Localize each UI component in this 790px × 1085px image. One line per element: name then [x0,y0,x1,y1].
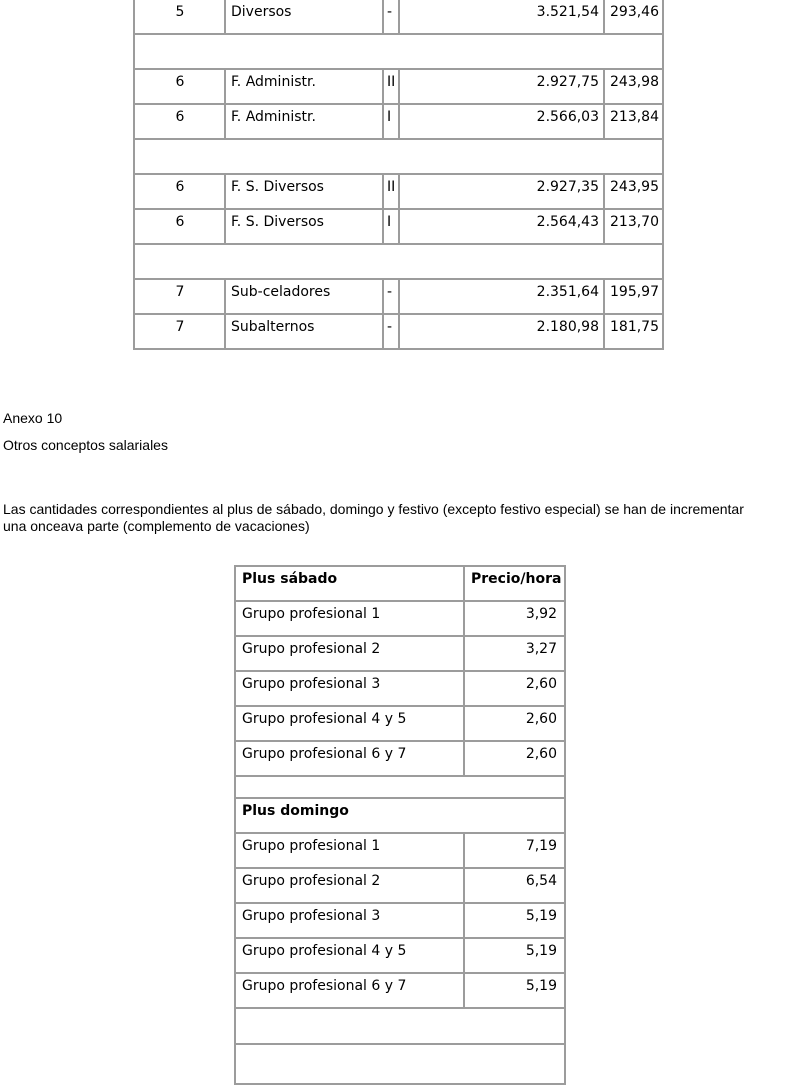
category-label-cell: F. S. Diversos [225,209,383,244]
spacer-cell [134,34,663,69]
price-cell: 5,19 [464,973,565,1008]
daily-amount-cell: 195,97 [604,279,663,314]
category-label-cell: Subalternos [225,314,383,349]
level-cell: II [383,69,399,104]
spacer-cell [235,776,565,798]
price-cell: 5,19 [464,903,565,938]
spacer-cell [134,244,663,279]
price-cell: 6,54 [464,868,565,903]
spacer-row [134,244,663,279]
group-label-cell: Grupo profesional 2 [235,868,464,903]
salary-row [134,0,663,34]
group-label-cell: Grupo profesional 2 [235,636,464,671]
saturday-row [235,706,565,741]
saturday-row [235,636,565,671]
salary-row [134,69,663,104]
salary-row [134,314,663,349]
group-label-cell: Grupo profesional 1 [235,833,464,868]
price-cell: 2,60 [464,706,565,741]
group-label-cell: Grupo profesional 6 y 7 [235,973,464,1008]
monthly-amount-cell: 2.351,64 [399,279,604,314]
salary-row [134,279,663,314]
sunday-row [235,903,565,938]
intro-paragraph: Las cantidades correspondientes al plus de sábado, domingo y festivo (excepto festivo especial) se han de incrementar una onceava parte (complemento de vacaciones) [3,501,744,534]
spacer-row [235,1008,565,1044]
sunday-row [235,833,565,868]
daily-amount-cell: 213,70 [604,209,663,244]
group-number-cell: 6 [134,209,225,244]
daily-amount-cell: 181,75 [604,314,663,349]
salary-table [133,0,664,350]
price-cell: 5,19 [464,938,565,973]
category-label-cell: F. S. Diversos [225,174,383,209]
sunday-row [235,868,565,903]
saturday-header-row [235,566,565,601]
monthly-amount-cell: 2.927,35 [399,174,604,209]
level-cell: - [383,314,399,349]
level-cell: I [383,209,399,244]
anexo-title: Anexo 10 [3,410,63,426]
daily-amount-cell: 243,98 [604,69,663,104]
saturday-row [235,741,565,776]
price-cell: 2,60 [464,741,565,776]
level-cell: - [383,0,399,34]
section-subtitle: Otros conceptos salariales [3,437,168,453]
plus-table [234,565,566,1085]
level-cell: - [383,279,399,314]
price-header-cell: Precio/hora [464,566,565,601]
monthly-amount-cell: 3.521,54 [399,0,604,34]
sunday-header-row [235,798,565,833]
group-label-cell: Grupo profesional 4 y 5 [235,706,464,741]
category-label-cell: F. Administr. [225,69,383,104]
sunday-row [235,938,565,973]
group-label-cell: Grupo profesional 3 [235,903,464,938]
spacer-cell [235,1008,565,1044]
price-cell: 7,19 [464,833,565,868]
monthly-amount-cell: 2.927,75 [399,69,604,104]
salary-row [134,209,663,244]
spacer-row [235,776,565,798]
daily-amount-cell: 213,84 [604,104,663,139]
group-number-cell: 7 [134,279,225,314]
saturday-row [235,671,565,706]
level-cell: II [383,174,399,209]
group-label-cell: Grupo profesional 1 [235,601,464,636]
price-cell: 3,92 [464,601,565,636]
sunday-header-cell: Plus domingo [235,798,565,833]
saturday-header-cell: Plus sábado [235,566,464,601]
category-label-cell: F. Administr. [225,104,383,139]
category-label-cell: Sub-celadores [225,279,383,314]
partial-row-cell [235,1044,565,1084]
monthly-amount-cell: 2.180,98 [399,314,604,349]
price-cell: 2,60 [464,671,565,706]
group-number-cell: 5 [134,0,225,34]
spacer-row [134,139,663,174]
price-cell: 3,27 [464,636,565,671]
group-number-cell: 6 [134,69,225,104]
spacer-cell [134,139,663,174]
salary-row [134,174,663,209]
spacer-row [134,34,663,69]
group-number-cell: 7 [134,314,225,349]
monthly-amount-cell: 2.566,03 [399,104,604,139]
monthly-amount-cell: 2.564,43 [399,209,604,244]
daily-amount-cell: 243,95 [604,174,663,209]
group-number-cell: 6 [134,104,225,139]
saturday-row [235,601,565,636]
category-label-cell: Diversos [225,0,383,34]
group-number-cell: 6 [134,174,225,209]
group-label-cell: Grupo profesional 6 y 7 [235,741,464,776]
daily-amount-cell: 293,46 [604,0,663,34]
group-label-cell: Grupo profesional 4 y 5 [235,938,464,973]
salary-row [134,104,663,139]
level-cell: I [383,104,399,139]
group-label-cell: Grupo profesional 3 [235,671,464,706]
spacer-row [235,1044,565,1084]
sunday-row [235,973,565,1008]
